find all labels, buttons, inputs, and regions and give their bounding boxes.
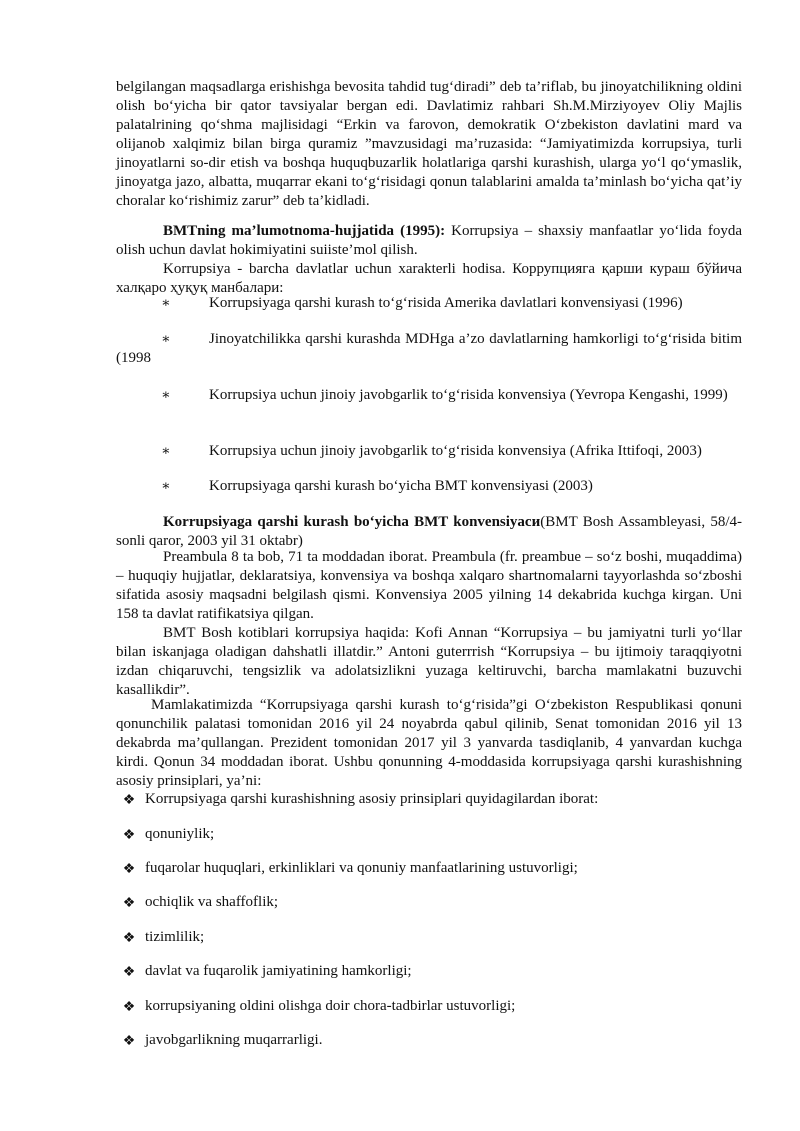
- principle-list-item: [120, 893, 278, 912]
- diamond-bullet-icon: ❖: [122, 793, 136, 808]
- paragraph-national-law: Mamlakatimizda “Korrupsiyaga qarshi kurash to‘g‘risida”gi O‘zbekiston Respublikasi qonuni qonunchilik palatasi tomonidan 2016 yil 24 noyabrda qabul qilinib, Senat tomonidan 2016 yil 13 dekabrda ma’qullangan. Prezident tomonidan 2017 yil 3 yanvarda tasdiqlanib, 4 yanvardan kuchga kirdi. Qonun 34 moddadan iborat. Ushbu qonunning 4-moddasida korrupsiyaga qarshi kurashishning asosiy prinsiplari, ya’ni:: [116, 697, 742, 789]
- paragraph-preamble: Preambula 8 ta bob, 71 ta moddadan iborat. Preambula (fr. preambue – so‘z boshi, muqaddima) – huquqiy hujjatlar, deklaratsiya, konvensiya va boshqa xalqaro shartnomalarni tayyorlashda so‘zboshi sifatida asosiy maqsadni belgilash qismi. Konvensiya 2005 yilning 14 dekabrida kuchga kirgan. Uni 158 ta davlat ratifikatsiya qilgan.: [116, 549, 742, 622]
- principle-list-item: [120, 928, 204, 947]
- source-list-item: [116, 442, 742, 461]
- principle-list-item: [120, 997, 515, 1016]
- un-reference-heading: BMTning ma’lumotnoma-hujjatida (1995):: [163, 223, 446, 239]
- principle-text: qonuniylik;: [145, 826, 215, 842]
- source-item-text: Korrupsiyaga qarshi kurash bo‘yicha BMT konvensiyasi (2003): [209, 478, 593, 494]
- principle-text: javobgarlikning muqarrarligi.: [145, 1032, 323, 1048]
- paragraph-secretary-generals: BMT Bosh kotiblari korrupsiya haqida: Kofi Annan “Korrupsiya – bu jamiyatni turli yo‘llar bilan iskanjaga oladigan dahshatli illatdir.” Antoni guterrrish “Korrupsiya – bu ijtimoiy taraqqiyotni izdan chiqaruvchi, tengsizlik va adolatsizlikni yuzaga keltiruvchi, barcha mamlakatni buzuvchi kasallikdir”.: [116, 625, 742, 698]
- un-convention-heading: Korrupsiyaga qarshi kurash bo‘yicha BMT konvensiyaси: [163, 514, 541, 530]
- source-list-item: [116, 386, 742, 405]
- diamond-bullet-icon: ❖: [122, 931, 136, 946]
- diamond-bullet-icon: ❖: [122, 1000, 136, 1015]
- un-convention-details: (BMT Bosh Assambleyasi, 58/4-sonli qaror, 2003 yil 31 oktabr): [116, 514, 742, 549]
- source-list-item: [116, 477, 742, 496]
- diamond-bullet-icon: ❖: [122, 965, 136, 980]
- principle-text: fuqarolar huquqlari, erkinliklari va qonuniy manfaatlarining ustuvorligi;: [145, 860, 578, 876]
- diamond-bullet-icon: ❖: [122, 1034, 136, 1049]
- principle-list-item: [120, 962, 412, 981]
- principle-list-item: [120, 1031, 322, 1050]
- diamond-bullet-icon: ❖: [122, 828, 136, 843]
- principle-text: ochiqlik va shaffoflik;: [145, 894, 279, 910]
- source-item-text: Jinoyatchilikka qarshi kurashda MDHga a’zo davlatlarning hamkorligi to‘g‘risida bitim (1998: [116, 331, 742, 366]
- paragraph-president-speech: belgilangan maqsadlarga erishishga bevosita tahdid tug‘diradi” deb ta’riflab, bu jinoyatchilikning oldini olish bo‘yicha bir qator tavsiyalar bergan edi. Davlatimiz rahbari Sh.M.Mirziyoyev Oliy Majlis palatalrining qo‘shma majlisidagi “Erkin va farovon, demokratik O‘zbekiston davlatini mard va olijanob xalqimiz bilan birga quramiz ”mavzusidagi ma’ruzasida: “Jamiyatimizda korrupsiya, turli jinoyatlarni so-dir etish va boshqa huquqbuzarlik holatlariga qarshi kurashish, ularga yo‘l qo‘ymaslik, jinoyatga jazo, albatta, muqarrar ekani to‘g‘risidagi qonun talablarini amalda ta’minlash bo‘yicha qat’iy choralar ko‘rishimiz zarur” deb ta’kidladi.: [116, 79, 742, 209]
- un-definition-text: Korrupsiya – shaxsiy manfaatlar yo‘lida foyda olish uchun davlat hokimiyatini suiiste’mol qilish.: [116, 223, 743, 258]
- principle-list-item: [120, 790, 598, 809]
- principle-list-item: [120, 825, 214, 844]
- principle-text: davlat va fuqarolik jamiyatining hamkorligi;: [145, 963, 412, 979]
- principle-text: korrupsiyaning oldini olishga doir chora-tadbirlar ustuvorligi;: [145, 998, 516, 1014]
- asterisk-icon: ∗: [161, 388, 171, 403]
- asterisk-icon: ∗: [161, 444, 171, 459]
- asterisk-icon: ∗: [161, 296, 171, 311]
- asterisk-icon: ∗: [161, 332, 171, 347]
- paragraph-un-definition: [116, 222, 742, 260]
- source-item-text: Korrupsiya uchun jinoiy javobgarlik to‘g‘risida konvensiya (Afrika Ittifoqi, 2003): [209, 443, 702, 459]
- principle-text: tizimlilik;: [145, 929, 205, 945]
- principle-text: Korrupsiyaga qarshi kurashishning asosiy prinsiplari quyidagilardan iborat:: [145, 791, 599, 807]
- source-item-text: Korrupsiyaga qarshi kurash to‘g‘risida Amerika davlatlari konvensiyasi (1996): [209, 295, 683, 311]
- paragraph-un-convention: [116, 513, 742, 551]
- source-list-item: [116, 294, 742, 313]
- principle-list-item: [120, 859, 578, 878]
- diamond-bullet-icon: ❖: [122, 896, 136, 911]
- asterisk-icon: ∗: [161, 479, 171, 494]
- source-item-text: Korrupsiya uchun jinoiy javobgarlik to‘g‘risida konvensiya (Yevropa Kengashi, 1999): [209, 387, 728, 403]
- source-list-item: [116, 330, 742, 368]
- diamond-bullet-icon: ❖: [122, 862, 136, 877]
- paragraph-sources-intro: Korrupsiya - barcha davlatlar uchun xarakterli hodisa. Коррупцияга қарши кураш бўйича халқаро ҳуқуқ манбалари:: [116, 261, 742, 296]
